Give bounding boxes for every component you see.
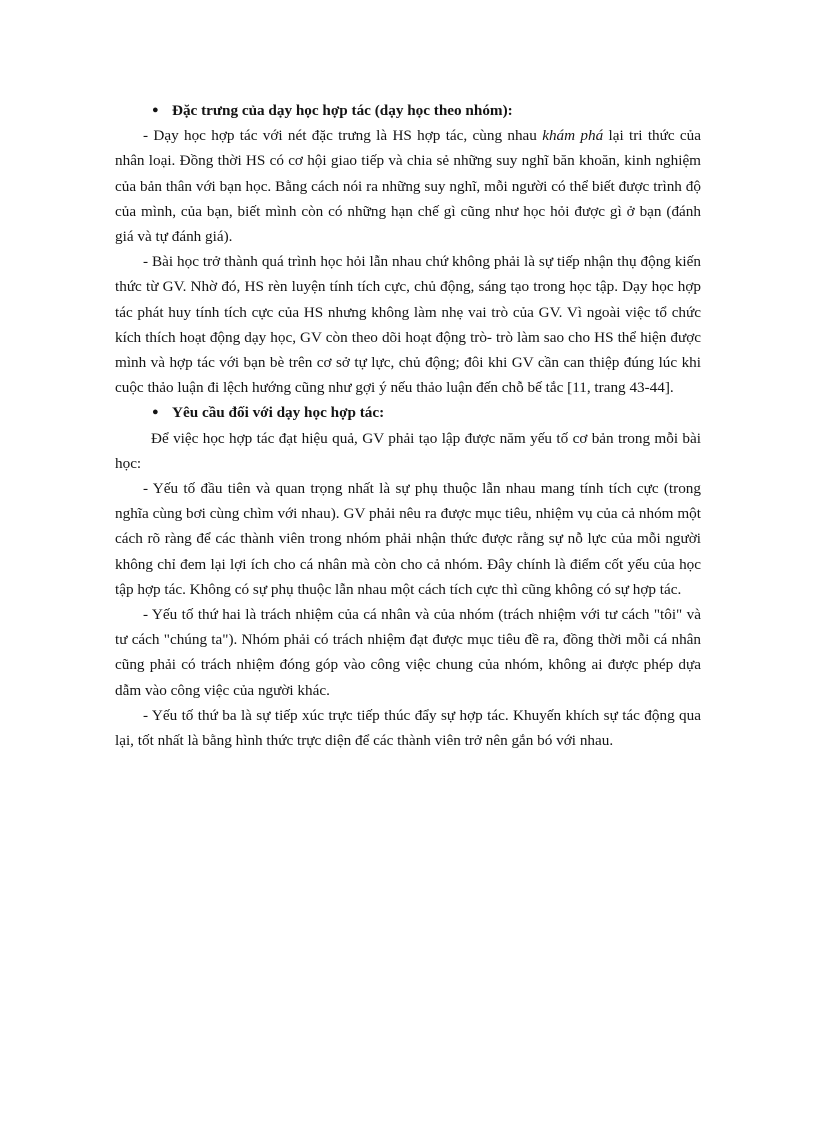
paragraph: - Yếu tố thứ ba là sự tiếp xúc trực tiếp thúc đẩy sự hợp tác. Khuyến khích sự tác động qua lại, tốt nhất là bằng hình thức trực diện để các thành viên trở nên gắn bó với nhau. <box>115 706 701 750</box>
section-heading-requirements <box>115 400 701 425</box>
heading-text: Yêu cầu đối với dạy học hợp tác: <box>172 404 385 422</box>
paragraph: - Yếu tố thứ hai là trách nhiệm của cá nhân và của nhóm (trách nhiệm với tư cách "tôi" và tư cách "chúng ta"). Nhóm phải có trách nhiệm đạt được mục tiêu đề ra, đồng thời mỗi cá nhân cũng phải có trách nhiệm đóng góp vào công việc chung của nhóm, không ai được phép dựa dẫm vào công việc của người khác. <box>115 606 701 699</box>
section-heading-characteristics <box>115 98 701 123</box>
bullet-icon: ● <box>152 406 159 419</box>
paragraph: - Bài học trở thành quá trình học hỏi lẫn nhau chứ không phải là sự tiếp nhận thụ động kiến thức từ GV. Nhờ đó, HS rèn luyện tính tích cực, chủ động, sáng tạo trong học tập. Dạy học hợp tác phát huy tính tích cực của HS nhưng không làm nhẹ vai trò của GV. Vì ngoài việc tổ chức kích thích hoạt động dạy học, GV còn theo dõi hoạt động trò- trò làm sao cho HS thể hiện được mình và hợp tác với bạn bè trên cơ sở tự lực, chủ động; đôi khi GV cần can thiệp đúng lúc khi cuộc thảo luận đi lệch hướng cũng như gợi ý nếu thảo luận đến chỗ bế tắc [11, trang 43-44]. <box>115 253 701 397</box>
emphasis-text: khám phá <box>542 127 604 145</box>
paragraph: - Yếu tố đầu tiên và quan trọng nhất là sự phụ thuộc lẫn nhau mang tính tích cực (trong nghĩa cùng bơi cùng chìm với nhau). GV phải nêu ra được mục tiêu, nhiệm vụ của cả nhóm một cách rõ ràng để các thành viên trong nhóm phải nhận thức được rằng sự nỗ lực của mỗi người không chỉ đem lại lợi ích cho cá nhân mà còn cho cả nhóm. Đây chính là điểm cốt yếu của học tập hợp tác. Không có sự phụ thuộc lẫn nhau một cách tích cực thì cũng không có sự hợp tác. <box>115 480 701 598</box>
paragraph-text: - Dạy học hợp tác với nét đặc trưng là HS hợp tác, cùng nhau <box>143 127 543 145</box>
heading-text: Đặc trưng của dạy học hợp tác (dạy học theo nhóm): <box>172 102 513 119</box>
paragraph-text: lại tri thức của nhân loại. Đồng thời HS có cơ hội giao tiếp và chia sẻ những suy nghĩ băn khoăn, kinh nghiệm của bản thân với bạn học. Bằng cách nói ra những suy nghĩ, mỗi người có thể biết được trình độ của mình, của bạn, biết mình còn có những hạn chế gì cũng như học hỏi được gì ở bạn (đánh giá và tự đánh giá). <box>115 127 701 246</box>
paragraph <box>115 123 701 249</box>
document-page <box>115 98 701 753</box>
bullet-icon: ● <box>152 104 159 116</box>
paragraph: Để việc học hợp tác đạt hiệu quả, GV phải tạo lập được năm yếu tố cơ bản trong mỗi bài học: <box>115 429 701 472</box>
